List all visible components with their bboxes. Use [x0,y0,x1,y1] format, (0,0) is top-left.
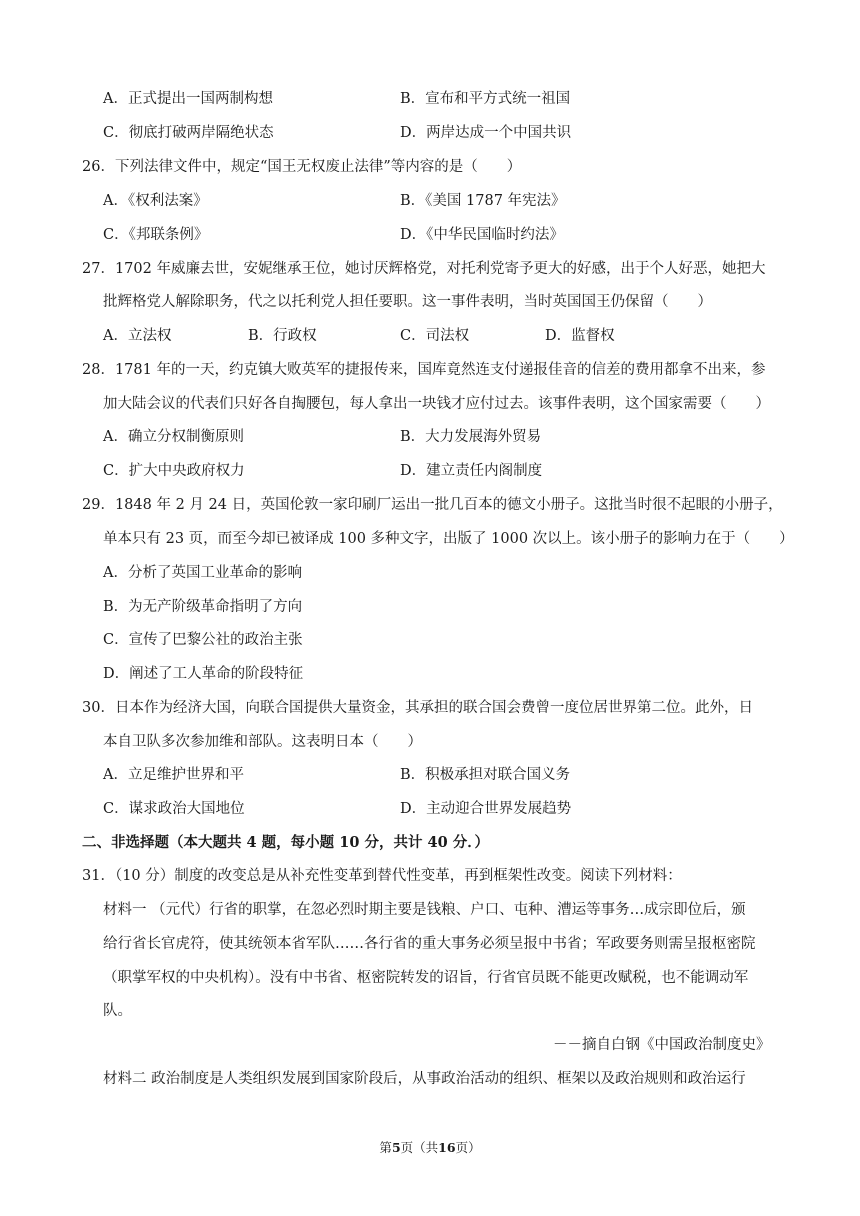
section-heading: 二、非选择题（本大题共 4 题，每小题 10 分，共计 40 分．） [82,834,489,851]
q30-option-b: B．积极承担对联合国义务 [400,767,571,783]
q31-material1-line3: （职掌军权的中央机构）。没有中书省、枢密院转发的诏旨，行省官员既不能更改赋税，也不能调动军 [103,970,749,986]
q27-stem-line2: 批辉格党人解除职务，代之以托利党人担任要职。这一事件表明，当时英国国王仍保留（ ） [103,294,712,310]
q29-stem-line1: 29．1848 年 2 月 24 日，英国伦敦一家印刷厂运出一批几百本的德文小册子。这批当时很不起眼的小册子， [82,497,783,513]
footer-total-pages: 16 [438,1140,456,1155]
q25-option-b: B．宣布和平方式统一祖国 [400,91,571,107]
q31-material1-line4: 队。 [103,1003,132,1019]
footer-suffix: 页） [455,1140,481,1155]
q27-stem-line1: 27．1702 年威廉去世，安妮继承王位，她讨厌辉格党，对托利党寄予更大的好感，出于个人好恶，她把大 [82,261,766,277]
q27-option-c: C．司法权 [400,328,470,344]
q30-option-d: D．主动迎合世界发展趋势 [400,801,572,817]
footer-page-number: 5 [391,1140,401,1155]
q30-option-c: C．谋求政治大国地位 [103,801,245,817]
q29-option-b: B．为无产阶级革命指明了方向 [103,599,303,615]
q30-stem-line2: 本自卫队多次参加维和部队。这表明日本（ ） [103,734,422,750]
q25-option-d: D．两岸达成一个中国共识 [400,125,572,141]
q27-option-b: B．行政权 [248,328,317,344]
q29-option-a: A．分析了英国工业革命的影响 [103,565,302,581]
q26-stem: 26．下列法律文件中，规定“国王无权废止法律”等内容的是（ ） [82,159,522,175]
q26-option-b: B．《美国 1787 年宪法》 [400,193,566,209]
q26-option-c: C．《邦联条例》 [103,227,209,243]
footer-middle: 页（共 [400,1140,439,1155]
q28-option-c: C．扩大中央政府权力 [103,463,245,479]
q31-material2-line1: 材料二 政治制度是人类组织发展到国家阶段后，从事政治活动的组织、框架以及政治规则和政治运行 [103,1071,746,1087]
footer-prefix: 第 [379,1140,392,1155]
page-footer [0,1138,860,1156]
q26-option-a: A．《权利法案》 [103,193,208,209]
q28-option-d: D．建立责任内阁制度 [400,463,543,479]
q28-stem-line1: 28．1781 年的一天，约克镇大败英军的捷报传来，国库竟然连支付递报佳音的信差的费用都拿不出来，参 [82,362,766,378]
q25-option-a: A．正式提出一国两制构想 [103,91,273,107]
q30-option-a: A．立足维护世界和平 [103,767,244,783]
q31-stem: 31．（10 分）制度的改变总是从补充性变革到替代性变革，再到框架性改变。阅读下列材料： [82,868,682,884]
q31-material1-line1: 材料一 （元代）行省的职掌，在忽必烈时期主要是钱粮、户口、屯种、漕运等事务…成宗即位后，颁 [103,902,746,918]
q31-material1-line2: 给行省长官虎符，使其统领本省军队……各行省的重大事务必须呈报中书省；军政要务则需呈报枢密院 [103,936,756,952]
q28-option-b: B．大力发展海外贸易 [400,429,542,445]
q28-option-a: A．确立分权制衡原则 [103,429,244,445]
q26-option-d: D．《中华民国临时约法》 [400,227,564,243]
q28-stem-line2: 加大陆会议的代表们只好各自掏腰包，每人拿出一块钱才应付过去。该事件表明，这个国家需要（ ） [103,396,770,412]
q29-option-c: C．宣传了巴黎公社的政治主张 [103,632,303,648]
q31-source-citation: －－摘自白钢《中国政治制度史》 [553,1037,771,1053]
q27-option-a: A．立法权 [103,328,172,344]
q29-option-d: D．阐述了工人革命的阶段特征 [103,666,304,682]
q27-option-d: D．监督权 [545,328,615,344]
q29-stem-line2: 单本只有 23 页，而至今却已被译成 100 多种文字，出版了 1000 次以上。该小册子的影响力在于（ ） [103,531,794,547]
q25-option-c: C．彻底打破两岸隔绝状态 [103,125,274,141]
q30-stem-line1: 30．日本作为经济大国，向联合国提供大量资金，其承担的联合国会费曾一度位居世界第二位。此外，日 [82,700,753,716]
